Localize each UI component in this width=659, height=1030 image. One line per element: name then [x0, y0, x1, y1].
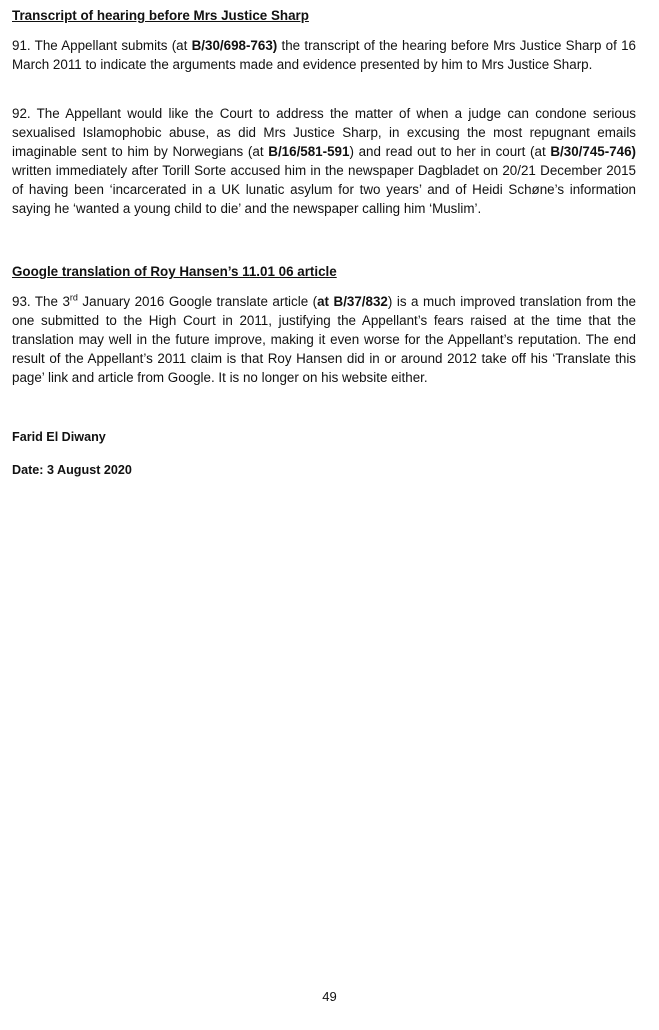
- paragraph-91-text-2: the transcript of the hearing before Mrs Justice Sharp of 16 March 2011 to indicate the arguments made and evidence presented by him to Mrs Justice Sharp.: [12, 38, 636, 73]
- paragraph-93-reference-1: at B/37/832: [317, 294, 388, 309]
- paragraph-93-text-2: January 2016 Google translate article (: [77, 294, 318, 309]
- paragraph-93: [12, 292, 636, 387]
- page-number: 49: [322, 989, 337, 1004]
- signature-date: Date: 3 August 2020: [12, 463, 132, 477]
- paragraph-92-text-2: ) and read out to her in court (at: [349, 144, 551, 160]
- paragraph-91: [12, 36, 636, 74]
- section-heading-google-translation: Google translation of Roy Hansen’s 11.01 06 article: [12, 264, 337, 279]
- paragraph-92-text-1: 92. The Appellant would like the Court to address the matter of when a judge can condone serious sexualised Islamophobic abuse, as did Mrs Justice Sharp, in excusing the most repugnant emails imaginable sent to him by Norwegians (at: [12, 106, 636, 160]
- paragraph-91-reference-1: B/30/698-763): [191, 38, 278, 53]
- paragraph-92: [12, 104, 636, 219]
- paragraph-92-text-3: written immediately after Torill Sorte accused him in the newspaper Dagbladet on 20/21 December 2015 of having been ‘incarcerated in a UK lunatic asylum for two years’ and of Heidi Schøne’s information saying he ‘wanted a young child to die’ and the newspaper calling him ‘Muslim’.: [12, 163, 636, 217]
- paragraph-93-superscript: rd: [69, 292, 78, 303]
- paragraph-92-reference-2: B/30/745-746): [550, 144, 636, 160]
- signature-name: Farid El Diwany: [12, 430, 106, 444]
- section-heading-transcript: Transcript of hearing before Mrs Justice Sharp: [12, 8, 309, 23]
- paragraph-93-text-3: ) is a much improved translation from the one submitted to the High Court in 2011, justifying the Appellant’s fears raised at the time that the translation may well in the future improve, making it even worse for the Appellant’s reputation. The end result of the Appellant’s 2011 claim is that Roy Hansen did in or around 2012 take off his ‘Translate this page’ link and article from Google. It is no longer on his website either.: [12, 294, 636, 386]
- paragraph-93-text-1: 93. The 3: [12, 294, 70, 309]
- paragraph-91-text-1: 91. The Appellant submits (at: [12, 38, 192, 53]
- paragraph-92-reference-1: B/16/581-591: [268, 144, 350, 160]
